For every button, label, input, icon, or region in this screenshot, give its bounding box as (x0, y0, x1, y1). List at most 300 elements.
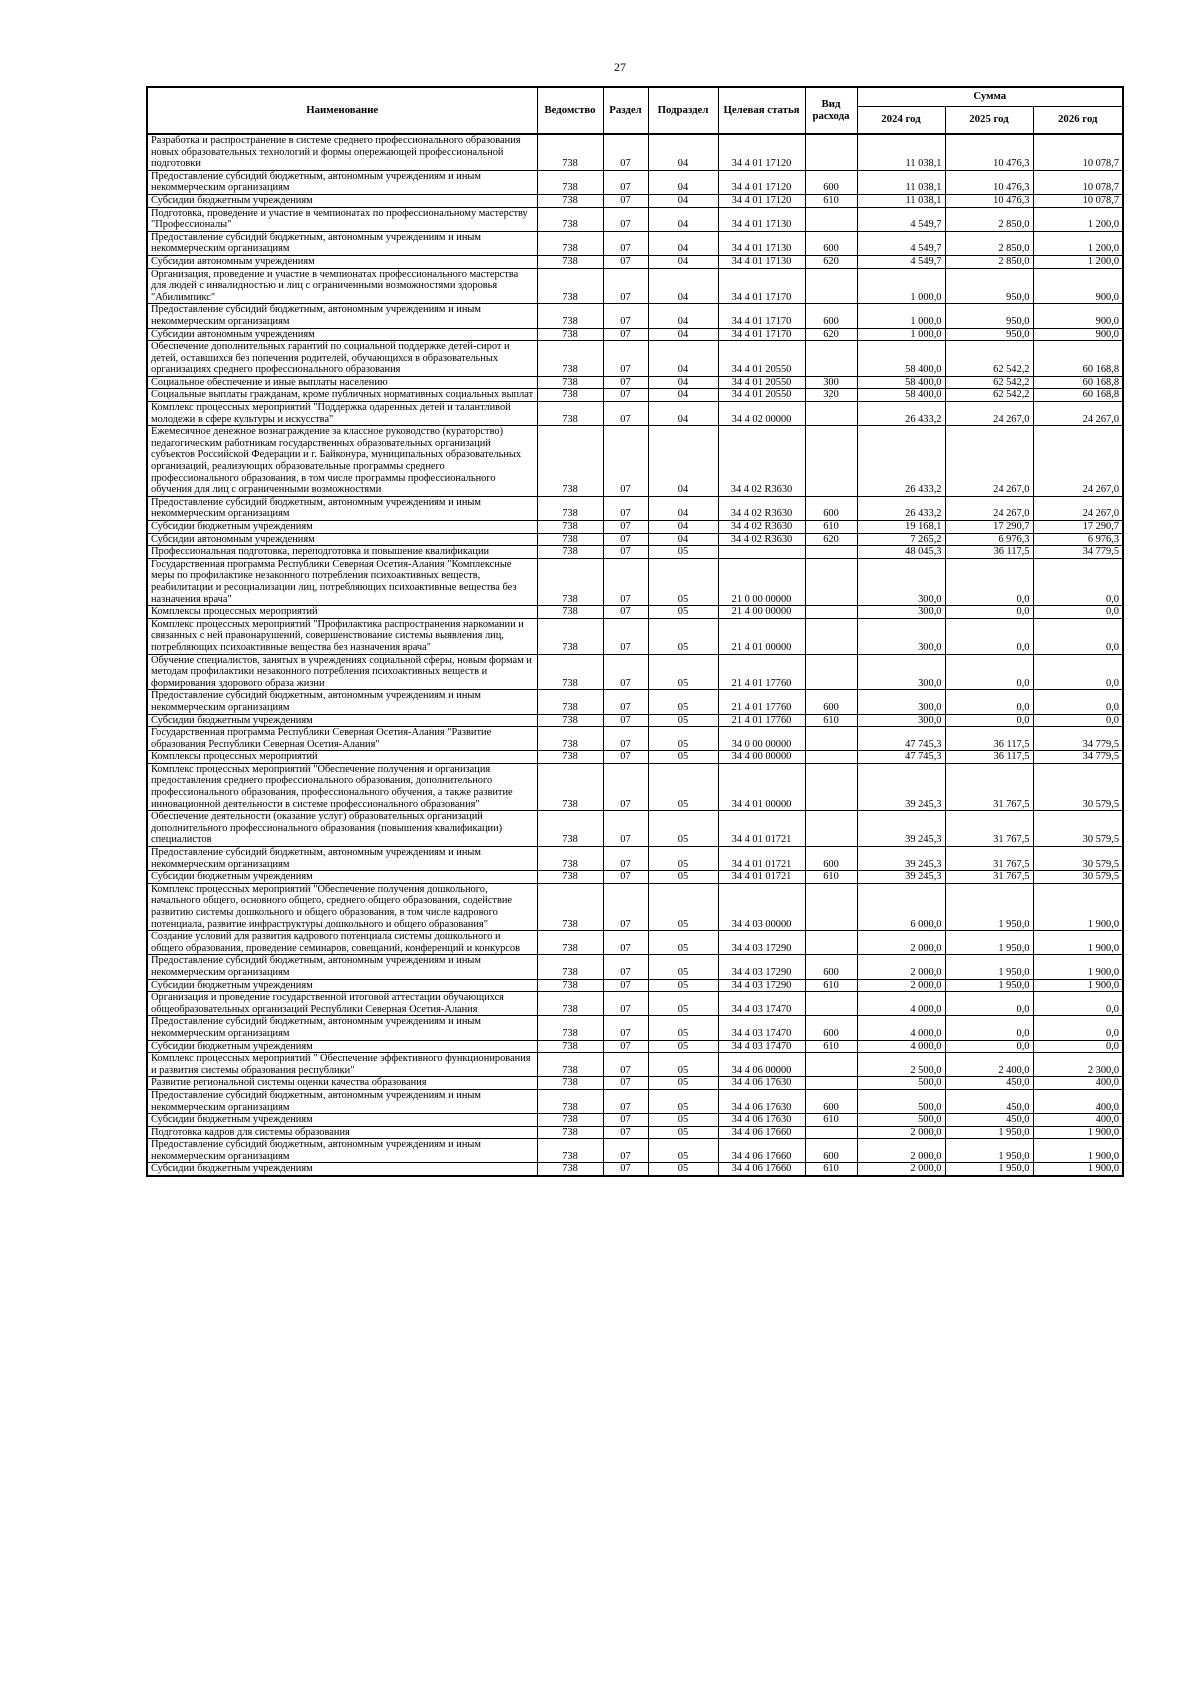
row-name: Предоставление субсидий бюджетным, автономным учреждениям и иным некоммерческим организациям (147, 847, 537, 871)
row-name: Предоставление субсидий бюджетным, автономным учреждениям и иным некоммерческим организациям (147, 304, 537, 328)
row-vedomstvo: 738 (537, 376, 603, 389)
row-podrazdel: 04 (648, 304, 718, 328)
row-podrazdel: 05 (648, 714, 718, 727)
row-sum-2024: 7 265,2 (857, 533, 945, 546)
row-name: Подготовка, проведение и участие в чемпионатах по профессиональному мастерству "Профессионалы" (147, 207, 537, 231)
row-vid: 610 (805, 1114, 857, 1127)
row-vid (805, 402, 857, 426)
table-row (147, 1040, 1123, 1053)
row-sum-2025: 6 976,3 (945, 533, 1033, 546)
row-vid: 610 (805, 871, 857, 884)
row-sum-2025: 1 950,0 (945, 883, 1033, 930)
table-row (147, 341, 1123, 377)
row-sum-2024: 48 045,3 (857, 546, 945, 559)
table-row (147, 1077, 1123, 1090)
row-sum-2026: 34 779,5 (1033, 546, 1123, 559)
row-sum-2024: 39 245,3 (857, 811, 945, 847)
row-sum-2024: 58 400,0 (857, 341, 945, 377)
row-sum-2026: 24 267,0 (1033, 426, 1123, 497)
row-sum-2024: 1 000,0 (857, 304, 945, 328)
row-sum-2026: 1 900,0 (1033, 1139, 1123, 1163)
row-sum-2025: 0,0 (945, 992, 1033, 1016)
row-celevaya: 34 4 01 17130 (718, 207, 805, 231)
table-row (147, 533, 1123, 546)
row-sum-2024: 11 038,1 (857, 170, 945, 194)
row-razdel: 07 (603, 606, 648, 619)
table-row (147, 426, 1123, 497)
row-podrazdel: 04 (648, 426, 718, 497)
row-vid: 600 (805, 170, 857, 194)
table-row (147, 389, 1123, 402)
table-row (147, 521, 1123, 534)
table-row (147, 883, 1123, 930)
row-sum-2026: 30 579,5 (1033, 763, 1123, 810)
row-vedomstvo: 738 (537, 170, 603, 194)
row-sum-2025: 36 117,5 (945, 546, 1033, 559)
row-sum-2026: 1 900,0 (1033, 883, 1123, 930)
row-sum-2025: 0,0 (945, 606, 1033, 619)
row-sum-2025: 0,0 (945, 1040, 1033, 1053)
row-name: Развитие региональной системы оценки качества образования (147, 1077, 537, 1090)
table-row (147, 558, 1123, 605)
row-razdel: 07 (603, 496, 648, 520)
row-vedomstvo: 738 (537, 654, 603, 690)
table-row (147, 1126, 1123, 1139)
row-celevaya: 34 4 06 17630 (718, 1114, 805, 1127)
header-podrazdel: Подраздел (648, 87, 718, 134)
row-sum-2025: 2 850,0 (945, 255, 1033, 268)
row-celevaya: 34 4 02 R3630 (718, 533, 805, 546)
row-podrazdel: 04 (648, 521, 718, 534)
row-name: Организация и проведение государственной итоговой аттестации обучающихся общеобразовательных организаций Республики Северная Осетия-Алания (147, 992, 537, 1016)
row-sum-2024: 300,0 (857, 690, 945, 714)
row-vid (805, 426, 857, 497)
row-sum-2024: 1 000,0 (857, 268, 945, 304)
row-vid (805, 1053, 857, 1077)
row-sum-2026: 10 078,7 (1033, 194, 1123, 207)
row-vedomstvo: 738 (537, 979, 603, 992)
row-vedomstvo: 738 (537, 1053, 603, 1077)
row-razdel: 07 (603, 1114, 648, 1127)
row-name: Субсидии бюджетным учреждениям (147, 1040, 537, 1053)
row-sum-2025: 0,0 (945, 690, 1033, 714)
row-vid (805, 811, 857, 847)
row-vid: 600 (805, 231, 857, 255)
row-name: Субсидии бюджетным учреждениям (147, 871, 537, 884)
row-podrazdel: 05 (648, 727, 718, 751)
row-podrazdel: 05 (648, 1126, 718, 1139)
row-celevaya: 34 4 01 01721 (718, 871, 805, 884)
row-sum-2025: 950,0 (945, 304, 1033, 328)
row-celevaya: 34 4 06 00000 (718, 1053, 805, 1077)
row-celevaya: 34 4 03 17470 (718, 1040, 805, 1053)
row-name: Комплекс процессных мероприятий "Обеспечение получения и организация предоставления среднего профессионального образования, дополнительного профессионального образования, профессионального обучения, а также развитие инновационной деятельности в системе профессионального образования" (147, 763, 537, 810)
row-vedomstvo: 738 (537, 1114, 603, 1127)
table-row (147, 1053, 1123, 1077)
row-vedomstvo: 738 (537, 871, 603, 884)
row-vid: 600 (805, 1016, 857, 1040)
row-podrazdel: 05 (648, 1016, 718, 1040)
table-row (147, 1089, 1123, 1113)
row-razdel: 07 (603, 847, 648, 871)
row-name: Субсидии бюджетным учреждениям (147, 1114, 537, 1127)
row-vedomstvo: 738 (537, 883, 603, 930)
row-sum-2024: 2 000,0 (857, 1163, 945, 1176)
row-sum-2026: 1 900,0 (1033, 1163, 1123, 1176)
row-podrazdel: 05 (648, 1040, 718, 1053)
row-celevaya: 34 4 01 20550 (718, 376, 805, 389)
row-sum-2024: 500,0 (857, 1089, 945, 1113)
row-razdel: 07 (603, 194, 648, 207)
table-row (147, 979, 1123, 992)
table-row (147, 606, 1123, 619)
row-sum-2024: 2 000,0 (857, 955, 945, 979)
row-sum-2026: 24 267,0 (1033, 496, 1123, 520)
row-celevaya: 34 4 06 17660 (718, 1163, 805, 1176)
row-celevaya: 34 4 01 20550 (718, 341, 805, 377)
table-row (147, 268, 1123, 304)
row-sum-2026: 1 200,0 (1033, 207, 1123, 231)
table-row (147, 931, 1123, 955)
row-razdel: 07 (603, 727, 648, 751)
row-name: Предоставление субсидий бюджетным, автономным учреждениям и иным некоммерческим организациям (147, 231, 537, 255)
budget-table (146, 86, 1124, 1177)
row-sum-2025: 62 542,2 (945, 389, 1033, 402)
row-podrazdel: 05 (648, 1089, 718, 1113)
row-vid (805, 618, 857, 654)
table-row (147, 402, 1123, 426)
row-sum-2024: 4 000,0 (857, 1016, 945, 1040)
row-sum-2024: 2 500,0 (857, 1053, 945, 1077)
row-sum-2025: 1 950,0 (945, 955, 1033, 979)
row-vid: 600 (805, 496, 857, 520)
row-vid: 610 (805, 521, 857, 534)
row-name: Субсидии бюджетным учреждениям (147, 1163, 537, 1176)
row-celevaya: 34 4 01 17120 (718, 194, 805, 207)
row-sum-2026: 0,0 (1033, 690, 1123, 714)
row-podrazdel: 05 (648, 871, 718, 884)
row-name: Государственная программа Республики Северная Осетия-Алания "Комплексные меры по профилактике незаконного потребления психоактивных веществ, реабилитации и ресоциализации лиц, потребляющих психоактивные вещества без назначения врача" (147, 558, 537, 605)
row-vedomstvo: 738 (537, 1016, 603, 1040)
row-vid: 600 (805, 690, 857, 714)
row-razdel: 07 (603, 992, 648, 1016)
row-sum-2024: 2 000,0 (857, 1126, 945, 1139)
row-vid: 610 (805, 979, 857, 992)
row-razdel: 07 (603, 955, 648, 979)
row-name: Создание условий для развития кадрового потенциала системы дошкольного и общего образования, проведение семинаров, совещаний, конференций и конкурсов (147, 931, 537, 955)
row-vedomstvo: 738 (537, 811, 603, 847)
row-vedomstvo: 738 (537, 618, 603, 654)
row-podrazdel: 04 (648, 341, 718, 377)
row-razdel: 07 (603, 207, 648, 231)
row-vedomstvo: 738 (537, 1089, 603, 1113)
row-sum-2025: 62 542,2 (945, 341, 1033, 377)
row-sum-2026: 2 300,0 (1033, 1053, 1123, 1077)
row-sum-2025: 2 400,0 (945, 1053, 1033, 1077)
row-celevaya: 34 4 06 17630 (718, 1089, 805, 1113)
table-row (147, 992, 1123, 1016)
row-name: Предоставление субсидий бюджетным, автономным учреждениям и иным некоммерческим организациям (147, 690, 537, 714)
row-sum-2026: 17 290,7 (1033, 521, 1123, 534)
row-podrazdel: 05 (648, 1114, 718, 1127)
row-vid: 620 (805, 255, 857, 268)
row-name: Субсидии бюджетным учреждениям (147, 979, 537, 992)
row-sum-2026: 1 900,0 (1033, 955, 1123, 979)
row-name: Социальное обеспечение и иные выплаты населению (147, 376, 537, 389)
row-sum-2026: 900,0 (1033, 304, 1123, 328)
row-sum-2026: 0,0 (1033, 618, 1123, 654)
row-sum-2024: 1 000,0 (857, 328, 945, 341)
row-razdel: 07 (603, 714, 648, 727)
row-vid (805, 763, 857, 810)
row-celevaya: 34 4 06 17660 (718, 1126, 805, 1139)
row-podrazdel: 04 (648, 533, 718, 546)
row-sum-2025: 1 950,0 (945, 931, 1033, 955)
table-row (147, 1016, 1123, 1040)
row-vedomstvo: 738 (537, 304, 603, 328)
row-vid (805, 931, 857, 955)
row-vedomstvo: 738 (537, 931, 603, 955)
row-celevaya: 21 4 01 17760 (718, 690, 805, 714)
row-vedomstvo: 738 (537, 955, 603, 979)
row-name: Предоставление субсидий бюджетным, автономным учреждениям и иным некоммерческим организациям (147, 496, 537, 520)
row-sum-2026: 1 200,0 (1033, 231, 1123, 255)
row-razdel: 07 (603, 1053, 648, 1077)
row-name: Комплекс процессных мероприятий "Профилактика распространения наркомании и связанных с ней правонарушений, совершенствование системы выявления лиц, потребляющих психоактивные вещества без назначения врача" (147, 618, 537, 654)
table-row (147, 546, 1123, 559)
row-vedomstvo: 738 (537, 727, 603, 751)
row-vid: 610 (805, 194, 857, 207)
row-podrazdel: 05 (648, 1139, 718, 1163)
row-vid (805, 654, 857, 690)
row-celevaya: 34 4 06 17660 (718, 1139, 805, 1163)
row-sum-2025: 24 267,0 (945, 426, 1033, 497)
row-podrazdel: 04 (648, 268, 718, 304)
row-sum-2025: 10 476,3 (945, 170, 1033, 194)
row-sum-2026: 400,0 (1033, 1114, 1123, 1127)
row-vid (805, 606, 857, 619)
row-name: Обеспечение деятельности (оказание услуг) образовательных организаций дополнительного профессионального образования (повышения квалификации) специалистов (147, 811, 537, 847)
row-podrazdel: 04 (648, 389, 718, 402)
table-row (147, 1139, 1123, 1163)
row-vedomstvo: 738 (537, 606, 603, 619)
row-celevaya: 34 4 03 00000 (718, 883, 805, 930)
row-sum-2024: 4 000,0 (857, 1040, 945, 1053)
row-vedomstvo: 738 (537, 847, 603, 871)
row-name: Обучение специалистов, занятых в учреждениях социальной сферы, новым формам и методам профилактики незаконного потребления психоактивных веществ и формирования здорового образа жизни (147, 654, 537, 690)
row-vid (805, 207, 857, 231)
row-podrazdel: 04 (648, 496, 718, 520)
header-2026: 2026 год (1033, 107, 1123, 135)
row-razdel: 07 (603, 255, 648, 268)
row-podrazdel: 05 (648, 751, 718, 764)
row-vedomstvo: 738 (537, 751, 603, 764)
row-sum-2024: 4 000,0 (857, 992, 945, 1016)
row-podrazdel: 04 (648, 207, 718, 231)
row-podrazdel: 04 (648, 255, 718, 268)
row-podrazdel: 04 (648, 194, 718, 207)
row-sum-2026: 900,0 (1033, 328, 1123, 341)
row-celevaya: 21 4 01 17760 (718, 654, 805, 690)
row-sum-2026: 30 579,5 (1033, 811, 1123, 847)
row-sum-2025: 36 117,5 (945, 751, 1033, 764)
row-sum-2026: 10 078,7 (1033, 134, 1123, 170)
header-vid: Вид расхода (805, 87, 857, 134)
row-razdel: 07 (603, 341, 648, 377)
row-sum-2024: 4 549,7 (857, 255, 945, 268)
row-vid: 620 (805, 328, 857, 341)
row-celevaya: 34 4 01 01721 (718, 811, 805, 847)
row-sum-2024: 39 245,3 (857, 871, 945, 884)
row-sum-2026: 900,0 (1033, 268, 1123, 304)
row-sum-2025: 1 950,0 (945, 1163, 1033, 1176)
table-row (147, 763, 1123, 810)
row-sum-2025: 950,0 (945, 268, 1033, 304)
row-vedomstvo: 738 (537, 992, 603, 1016)
row-vedomstvo: 738 (537, 763, 603, 810)
table-row (147, 255, 1123, 268)
row-sum-2024: 2 000,0 (857, 1139, 945, 1163)
row-name: Организация, проведение и участие в чемпионатах профессионального мастерства для людей с инвалидностью и лиц с ограниченными возможностями здоровья "Абилимпикс" (147, 268, 537, 304)
row-podrazdel: 04 (648, 231, 718, 255)
row-sum-2025: 950,0 (945, 328, 1033, 341)
header-razdel: Раздел (603, 87, 648, 134)
row-sum-2024: 47 745,3 (857, 727, 945, 751)
row-razdel: 07 (603, 1077, 648, 1090)
row-celevaya: 34 4 01 17170 (718, 268, 805, 304)
row-name: Предоставление субсидий бюджетным, автономным учреждениям и иным некоммерческим организациям (147, 955, 537, 979)
row-celevaya: 21 4 01 00000 (718, 618, 805, 654)
table-row (147, 194, 1123, 207)
row-podrazdel: 05 (648, 811, 718, 847)
row-sum-2026: 30 579,5 (1033, 847, 1123, 871)
row-celevaya: 34 4 03 17470 (718, 1016, 805, 1040)
row-sum-2025: 10 476,3 (945, 134, 1033, 170)
row-sum-2025: 450,0 (945, 1077, 1033, 1090)
row-podrazdel: 05 (648, 883, 718, 930)
row-razdel: 07 (603, 1163, 648, 1176)
table-row (147, 847, 1123, 871)
row-celevaya: 34 4 01 00000 (718, 763, 805, 810)
row-sum-2024: 300,0 (857, 618, 945, 654)
row-celevaya: 34 4 02 R3630 (718, 521, 805, 534)
row-podrazdel: 05 (648, 992, 718, 1016)
row-name: Предоставление субсидий бюджетным, автономным учреждениям и иным некоммерческим организациям (147, 1089, 537, 1113)
row-sum-2026: 10 078,7 (1033, 170, 1123, 194)
row-sum-2025: 2 850,0 (945, 207, 1033, 231)
row-vedomstvo: 738 (537, 533, 603, 546)
row-podrazdel: 05 (648, 979, 718, 992)
row-razdel: 07 (603, 811, 648, 847)
row-sum-2024: 6 000,0 (857, 883, 945, 930)
row-name: Субсидии бюджетным учреждениям (147, 714, 537, 727)
row-celevaya: 21 4 00 00000 (718, 606, 805, 619)
row-razdel: 07 (603, 931, 648, 955)
table-row (147, 207, 1123, 231)
row-sum-2026: 60 168,8 (1033, 341, 1123, 377)
row-vedomstvo: 738 (537, 1040, 603, 1053)
table-header (147, 87, 1123, 134)
row-razdel: 07 (603, 883, 648, 930)
table-row (147, 654, 1123, 690)
row-celevaya: 21 0 00 00000 (718, 558, 805, 605)
header-2025: 2025 год (945, 107, 1033, 135)
row-podrazdel: 04 (648, 402, 718, 426)
row-sum-2024: 300,0 (857, 606, 945, 619)
row-vedomstvo: 738 (537, 690, 603, 714)
header-2024: 2024 год (857, 107, 945, 135)
row-sum-2025: 31 767,5 (945, 811, 1033, 847)
row-sum-2024: 300,0 (857, 654, 945, 690)
row-razdel: 07 (603, 1040, 648, 1053)
row-sum-2026: 1 900,0 (1033, 1126, 1123, 1139)
row-sum-2024: 26 433,2 (857, 496, 945, 520)
row-celevaya: 34 4 01 17170 (718, 304, 805, 328)
row-sum-2025: 24 267,0 (945, 496, 1033, 520)
row-name: Предоставление субсидий бюджетным, автономным учреждениям и иным некоммерческим организациям (147, 170, 537, 194)
row-sum-2026: 0,0 (1033, 992, 1123, 1016)
row-celevaya: 34 4 03 17290 (718, 955, 805, 979)
table-row (147, 134, 1123, 170)
header-vedomstvo: Ведомство (537, 87, 603, 134)
row-name: Государственная программа Республики Северная Осетия-Алания "Развитие образования Республики Северная Осетия-Алания" (147, 727, 537, 751)
row-podrazdel: 04 (648, 376, 718, 389)
row-podrazdel: 05 (648, 1163, 718, 1176)
row-celevaya: 34 4 03 17290 (718, 979, 805, 992)
row-vid: 600 (805, 955, 857, 979)
row-vid: 320 (805, 389, 857, 402)
row-sum-2026: 34 779,5 (1033, 751, 1123, 764)
row-sum-2026: 400,0 (1033, 1089, 1123, 1113)
row-name: Предоставление субсидий бюджетным, автономным учреждениям и иным некоммерческим организациям (147, 1016, 537, 1040)
row-celevaya: 34 0 00 00000 (718, 727, 805, 751)
row-vid: 600 (805, 1139, 857, 1163)
row-sum-2026: 0,0 (1033, 654, 1123, 690)
row-sum-2024: 300,0 (857, 558, 945, 605)
row-razdel: 07 (603, 1089, 648, 1113)
row-name: Субсидии автономным учреждениям (147, 533, 537, 546)
row-razdel: 07 (603, 134, 648, 170)
row-razdel: 07 (603, 1139, 648, 1163)
row-celevaya (718, 546, 805, 559)
row-razdel: 07 (603, 402, 648, 426)
table-row (147, 618, 1123, 654)
row-celevaya: 34 4 06 17630 (718, 1077, 805, 1090)
row-podrazdel: 04 (648, 328, 718, 341)
row-celevaya: 34 4 03 17470 (718, 992, 805, 1016)
row-celevaya: 34 4 02 00000 (718, 402, 805, 426)
row-podrazdel: 05 (648, 763, 718, 810)
row-razdel: 07 (603, 1126, 648, 1139)
row-sum-2024: 58 400,0 (857, 376, 945, 389)
table-row (147, 170, 1123, 194)
row-sum-2026: 30 579,5 (1033, 871, 1123, 884)
row-vedomstvo: 738 (537, 328, 603, 341)
table-row (147, 690, 1123, 714)
row-name: Комплекс процессных мероприятий "Обеспечение получения дошкольного, начального общего, основного общего, среднего общего образования, содействие развитию системы дошкольного и общего образования, в том числе кадрового потенциала, развитие инфраструктуры дошкольного и общего образования" (147, 883, 537, 930)
row-vedomstvo: 738 (537, 268, 603, 304)
table-row (147, 231, 1123, 255)
row-vid (805, 134, 857, 170)
row-sum-2024: 4 549,7 (857, 231, 945, 255)
row-podrazdel: 05 (648, 546, 718, 559)
row-sum-2024: 39 245,3 (857, 763, 945, 810)
row-sum-2024: 26 433,2 (857, 426, 945, 497)
row-razdel: 07 (603, 979, 648, 992)
row-celevaya: 34 4 01 17170 (718, 328, 805, 341)
row-name: Субсидии автономным учреждениям (147, 328, 537, 341)
row-vid: 600 (805, 1089, 857, 1113)
